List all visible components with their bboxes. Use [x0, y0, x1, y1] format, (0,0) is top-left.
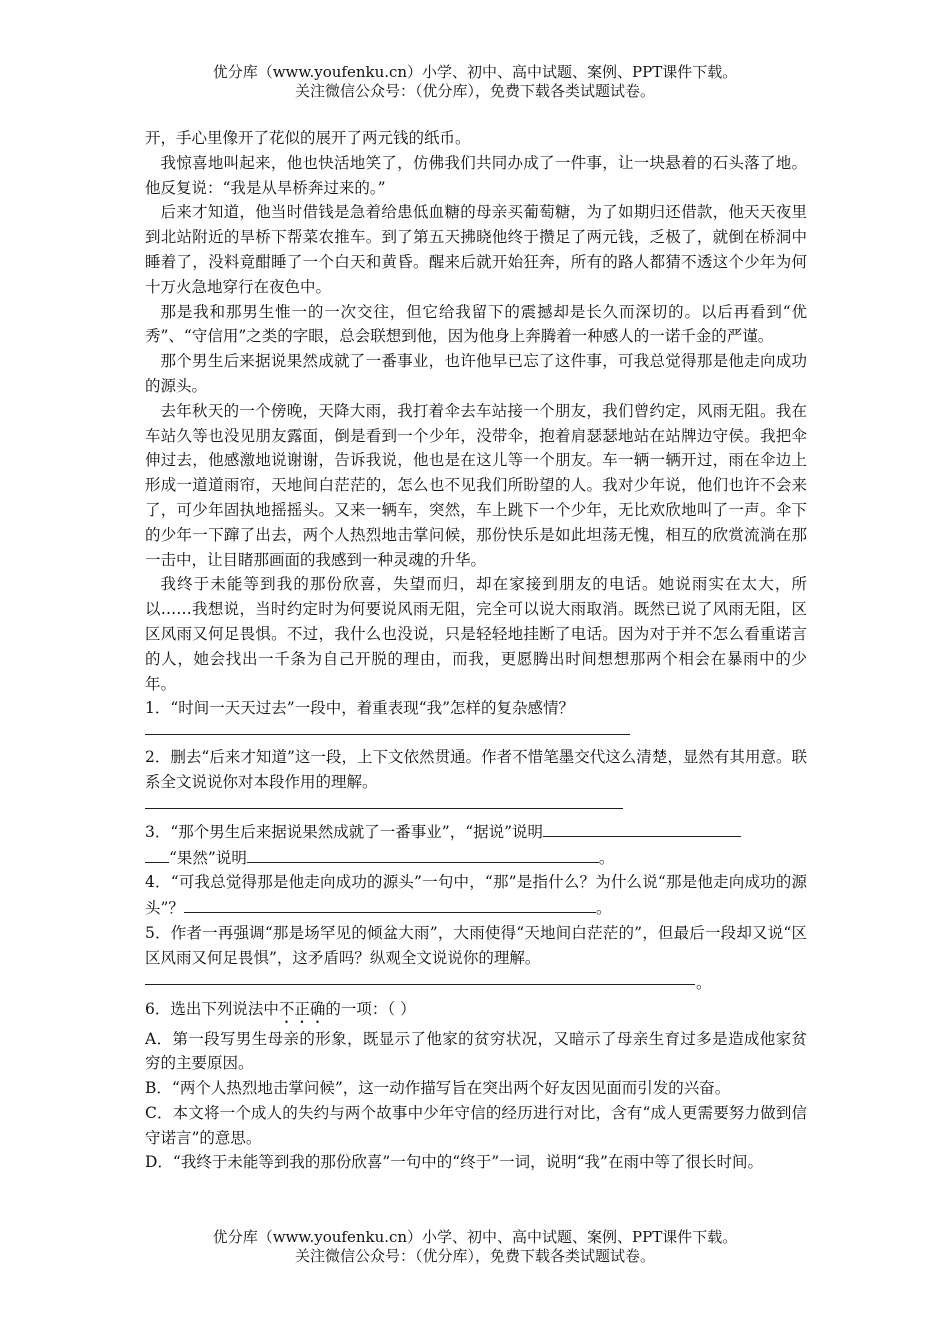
page-footer: [0, 1228, 950, 1266]
answer-line-1[interactable]: [145, 721, 807, 745]
answer-line-5[interactable]: [145, 971, 807, 995]
question-4: [145, 870, 807, 921]
paragraph-6: 去年秋天的一个傍晚，天降大雨，我打着伞去车站接一个朋友，我们曾约定，风雨无阻。我在车站久等也没见朋友露面，倒是看到一个少年，没带伞，抱着肩瑟瑟地站在站牌边守侯。我把伞伸过去，他感激地说谢谢，告诉我说，他也是在这儿等一个朋友。车一辆一辆开过，雨在伞边上形成一道道雨帘，天地间白茫茫的，怎么也不见我们所盼望的人。我对少年说，他们也许不会来了，可少年固执地摇摇头。又来一辆车，突然，车上跳下一个少年，无比欢欣地叫了一声。伞下的少年一下蹿了出去，两个人热烈地击掌问候，那份快乐是如此坦荡无愧，相互的欣赏流淌在那一击中，让目睹那画面的我感到一种灵魂的升华。: [145, 401, 807, 569]
paragraph-2: 我惊喜地叫起来，他也快活地笑了，仿佛我们共同办成了一件事，让一块悬着的石头落了地。他反复说：“我是从旱桥奔过来的。”: [145, 153, 807, 197]
question-6-emphasis: 不正确: [278, 999, 326, 1018]
question-3-part-a: 3．“那个男生后来据说果然成就了一番事业”，“据说”说明: [145, 822, 544, 841]
document-body: [145, 126, 807, 1175]
paragraph-4: 那是我和那男生惟一的一次交往，但它给我留下的震撼却是长久而深切的。以后再看到“优秀”、“守信用”之类的字眼，总会联想到他，因为他身上奔腾着一种感人的一诺千金的严谨。: [145, 302, 807, 346]
answer-blank-3a[interactable]: [543, 819, 741, 837]
answer-blank-4[interactable]: [184, 895, 596, 913]
question-6-part-c: 的一项：（ ）: [325, 999, 416, 1018]
question-3-end: 。: [598, 848, 615, 867]
footer-line-1: 优分库（www.youfenku.cn）小学、初中、高中试题、案例、PPT课件下载。: [212, 1228, 738, 1246]
question-3: [145, 819, 807, 871]
footer-line-2: 关注微信公众号：（优分库），免费下载各类试题试卷。: [294, 1247, 655, 1265]
paragraph-3: 后来才知道，他当时借钱是急着给患低血糖的母亲买葡萄糖，为了如期归还借款，他天天夜里到北站附近的旱桥下帮菜农推车。到了第五天拂晓他终于攒足了两元钱，乏极了，就倒在桥洞中睡着了，没料竟酣睡了一个白天和黄昏。醒来后就开始狂奔，所有的路人都猜不透这个少年为何十万火急地穿行在夜色中。: [145, 203, 807, 296]
question-5: 5．作者一再强调“那是场罕见的倾盆大雨”，大雨使得“天地间白茫茫的”，但最后一段却又说“区区风雨又何足畏惧”，这矛盾吗？纵观全文说说你的理解。: [145, 923, 807, 967]
answer-blank-3b[interactable]: [145, 845, 169, 863]
question-2: 2．删去“后来才知道”这一段，上下文依然贯通。作者不惜笔墨交代这么清楚，显然有其用意。联系全文说说你对本段作用的理解。: [145, 748, 807, 791]
paragraph-7: 我终于未能等到我的那份欣喜，失望而归，却在家接到朋友的电话。她说雨实在太大，所以……我想说，当时约定时为何要说风雨无阻，完全可以说大雨取消。既然已说了风雨无阻，区区风雨又何足畏惧。不过，我什么也没说，只是轻轻地挂断了电话。因为对于并不怎么看重诺言的人，她会找出一千条为自己开脱的理由，而我，更愿腾出时间想想那两个相会在暴雨中的少年。: [145, 575, 807, 693]
option-d: D．“我终于未能等到我的那份欣喜”一句中的“终于”一词，说明“我”在雨中等了很长时间。: [145, 1153, 763, 1172]
question-3-part-b: “果然”说明: [169, 848, 247, 867]
question-4-end: 。: [595, 899, 612, 918]
question-6: [145, 997, 807, 1027]
question-1: 1．“时间一天天过去”一段中，着重表现“我”怎样的复杂感情？: [145, 699, 575, 718]
question-6-part-a: 6．选出下列说法中: [145, 999, 279, 1018]
question-5-end: 。: [696, 973, 712, 992]
answer-blank-3c[interactable]: [247, 845, 599, 863]
option-a: A．第一段写男生母亲的形象，既显示了他家的贫穷状况，又暗示了母亲生育过多是造成他家贫穷的主要原因。: [145, 1029, 807, 1073]
paragraph-5: 那个男生后来据说果然成就了一番事业，也许他早已忘了这件事，可我总觉得那是他走向成功的源头。: [145, 352, 807, 395]
answer-line-2[interactable]: [145, 795, 807, 819]
header-line-1: 优分库（www.youfenku.cn）小学、初中、高中试题、案例、PPT课件下载。: [212, 63, 738, 81]
option-b: B．“两个人热烈地击掌问候”，这一动作描写旨在突出两个好友因见面而引发的兴奋。: [145, 1079, 731, 1098]
header-line-2: 关注微信公众号：（优分库），免费下载各类试题试卷。: [294, 82, 655, 100]
question-4-text: 4．“可我总觉得那是他走向成功的源头”一句中，“那”是指什么？为什么说“那是他走向成功的源头”？: [145, 873, 807, 918]
page-header: [0, 63, 950, 101]
paragraph-1: 开，手心里像开了花似的展开了两元钱的纸币。: [145, 129, 471, 147]
option-c: C．本文将一个成人的失约与两个故事中少年守信的经历进行对比，含有“成人更需要努力做到信守诺言”的意思。: [145, 1103, 807, 1147]
